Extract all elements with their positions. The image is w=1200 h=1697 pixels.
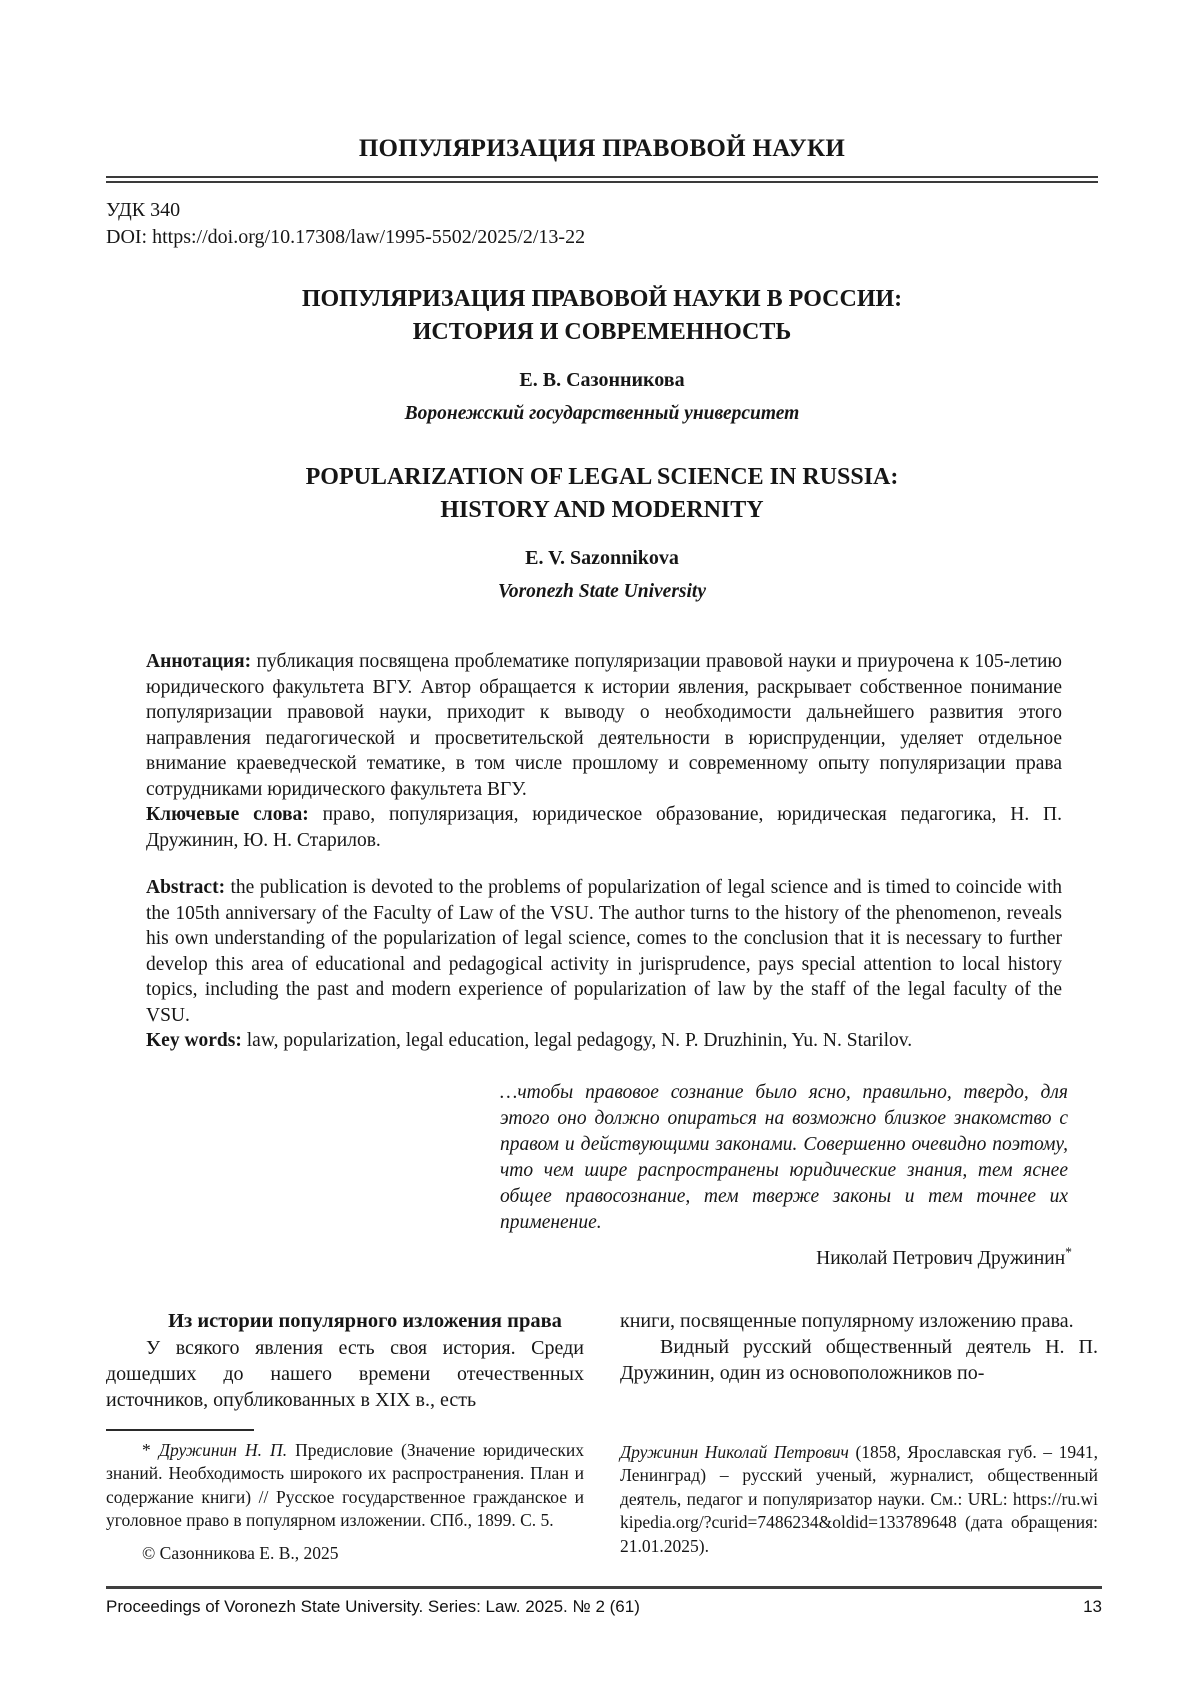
footnote-right-body-1: (1858, Ярославская губ. – 1941, Ленинград) – русский ученый, журналист, общественный деятель, педагог и популяризатор науки. См.: URL: (620, 1441, 1098, 1509)
copyright-line: © Сазонникова Е. В., 2025 (142, 1542, 339, 1563)
body-paragraph-right-2: Видный русский общественный деятель Н. П. Дружинин, один из основоположников по- (620, 1335, 1098, 1384)
affiliation-ru: Воронежский государственный университет (404, 403, 800, 424)
article-title-ru-line2: ИСТОРИЯ И СОВРЕМЕННОСТЬ (412, 319, 792, 345)
body-columns (106, 1308, 1098, 1413)
epigraph-attribution (106, 1246, 1072, 1272)
abstract-text: the publication is devoted to the problems of popularization of legal science and is timed to coincide with the 105th anniversary of the Faculty of Law of the VSU. The author turns to the history of the phenomenon, reveals his own understanding of the popularization of legal science, comes to the conclusion that it is necessary to further develop this area of educational and pedagogical activity in jurisprudence, pays special attention to local history topics, including the past and modern experience of popularization of law by the staff of the legal faculty of the VSU. (146, 877, 1062, 1026)
journal-title-line: Proceedings of Voronezh State University. Series: Law. 2025. № 2 (61) (106, 1597, 640, 1616)
keywords-ru-label: Ключевые слова: (146, 804, 309, 825)
article-title-ru (106, 283, 1098, 349)
abstract-block (146, 649, 1062, 1054)
header-double-rule (106, 176, 1098, 183)
author-ru: Е. В. Сазонникова (519, 369, 685, 391)
footnote-left-body: Предисловие (Значение юридических знаний. Необходимость широкого их распространения. План и содержание книги) // Русское государственное гражданское и уголовное право в популярном изложении. СПб., 1899. С. 5. (106, 1439, 585, 1530)
page-number: 13 (1083, 1597, 1102, 1616)
doi-link[interactable]: DOI: https://doi.org/10.17308/law/1995-5502/2025/2/13-22 (106, 226, 586, 248)
abstract-paragraph (146, 875, 1062, 1028)
article-title-en-line1: POPULARIZATION OF LEGAL SCIENCE IN RUSSIA: (305, 464, 899, 490)
footnote-right-text (620, 1441, 1098, 1559)
footnote-right-name: Дружинин Николай Петрович (620, 1441, 849, 1462)
keywords-en-paragraph (146, 1028, 1062, 1054)
page-footer (106, 1586, 1102, 1617)
annotation-paragraph (146, 649, 1062, 802)
keywords-en-text: law, popularization, legal education, legal pedagogy, N. P. Druzhinin, Yu. N. Starilov. (241, 1030, 913, 1051)
footer-row (106, 1597, 1102, 1617)
author-en: E. V. Sazonnikova (525, 547, 679, 569)
udc-line: УДК 340 (106, 199, 181, 221)
footnote-left-text (106, 1439, 584, 1533)
body-paragraph-right-1: книги, посвященные популярному изложению права. (620, 1309, 1074, 1332)
wikipedia-link[interactable]: https://ru.wikipedia.org/?curid=7486234&oldid=133789648 (620, 1488, 1098, 1532)
footnote-separator-rule (106, 1429, 254, 1431)
article-title-en (106, 461, 1098, 527)
footer-rule (106, 1586, 1102, 1589)
running-head-title: ПОПУЛЯРИЗАЦИЯ ПРАВОВОЙ НАУКИ (358, 135, 846, 162)
footnote-right (620, 1429, 1098, 1566)
keywords-ru-text: право, популяризация, юридическое образование, юридическая педагогика, Н. П. Дружинин, Ю. Н. Старилов. (146, 804, 1062, 851)
footnote-right-body-2: (дата обращения: 21.01.2025). (620, 1512, 1098, 1556)
left-column (106, 1308, 584, 1413)
keywords-ru-paragraph (146, 802, 1062, 853)
footnote-left-source: Дружинин Н. П. (158, 1439, 288, 1460)
footnote-left (106, 1429, 584, 1566)
right-column (620, 1308, 1098, 1413)
abstract-label: Abstract: (146, 877, 226, 898)
keywords-en-label: Key words: (146, 1030, 242, 1051)
section-heading: Из истории популярного изложения права (168, 1309, 562, 1332)
epigraph-attribution-name: Николай Петрович Дружинин (816, 1247, 1066, 1269)
article-title-en-line2: HISTORY AND MODERNITY (440, 497, 764, 523)
footnotes (106, 1429, 1098, 1566)
footnote-left-marker: * (142, 1439, 159, 1460)
body-paragraph-left: У всякого явления есть своя история. Среди дошедших до нашего времени отечественных источников, опубликованных в XIX в., есть (106, 1336, 584, 1411)
annotation-text: публикация посвящена проблематике популяризации правовой науки и приурочена к 105-летию юридического факультета ВГУ. Автор обращается к истории явления, раскрывает собственное понимание популяризации правовой науки, приходит к выводу о необходимости дальнейшего развития этого направления педагогической и просветительской деятельности в юриспруденции, уделяет отдельное внимание краеведческой тематике, в том числе прошлому и современному опыту популяризации права сотрудниками юридического факультета ВГУ. (146, 651, 1062, 800)
affiliation-en: Voronezh State University (497, 581, 707, 602)
article-title-ru-line1: ПОПУЛЯРИЗАЦИЯ ПРАВОВОЙ НАУКИ В РОССИИ: (301, 286, 903, 312)
annotation-label: Аннотация: (146, 651, 252, 672)
footnote-asterisk: * (1065, 1244, 1072, 1259)
epigraph: …чтобы правовое сознание было ясно, правильно, твердо, для этого оно должно опираться на возможно близкое знакомство с правом и действующими законами. Совершенно очевидно поэтому, что чем шире распространены юридические знания, тем яснее общее правосознание, тем тверже законы и тем точнее их применение. (500, 1081, 1068, 1233)
article-meta (106, 197, 1098, 251)
